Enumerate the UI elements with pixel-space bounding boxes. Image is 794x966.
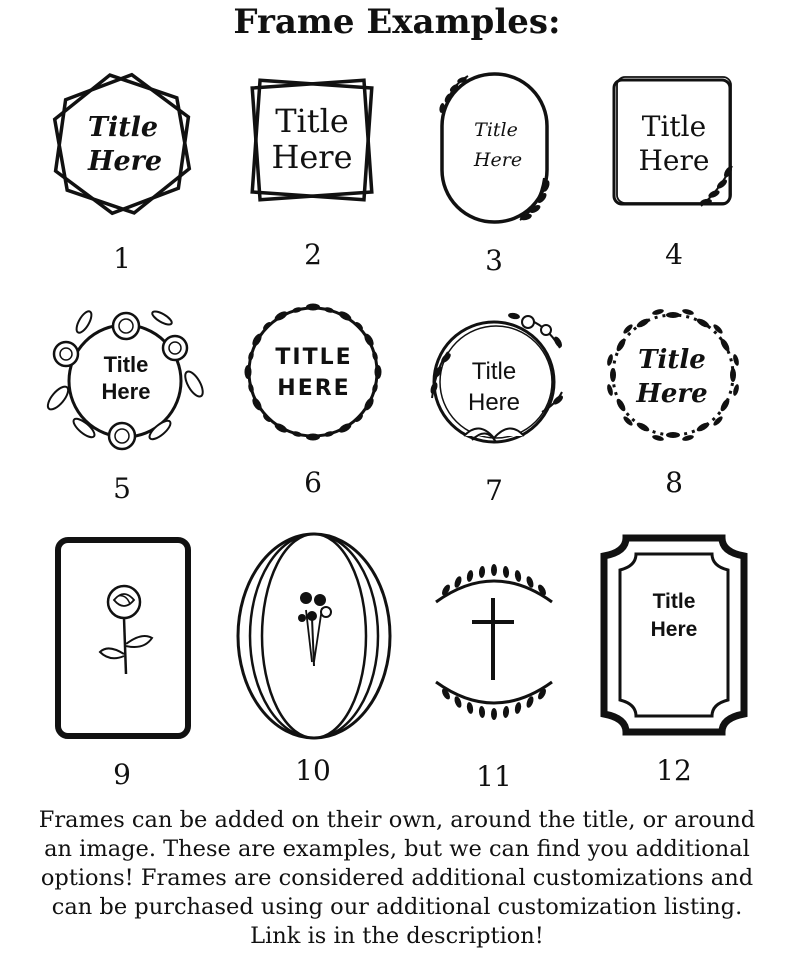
description-line: options! Frames are considered additional customizations and xyxy=(40,865,754,891)
floral-accent-circle-frame-graphic xyxy=(424,308,566,450)
page-title: Frame Examples: xyxy=(233,2,561,42)
frame-title-line-1: Title xyxy=(471,358,517,385)
frame-3 xyxy=(432,68,557,228)
frame-number: 3 xyxy=(485,244,503,277)
frame-title-line-1: Title xyxy=(474,119,518,141)
sketch-square-frame-graphic xyxy=(606,74,741,214)
frame-title-line-2: Here xyxy=(271,138,353,176)
flower-bouquet-icon xyxy=(298,592,331,666)
leaf-wreath-frame-graphic xyxy=(238,298,388,446)
hexagon-frame-graphic xyxy=(50,68,195,223)
frame-10 xyxy=(232,528,396,744)
description-line: can be purchased using our additional customization listing. xyxy=(51,894,743,920)
frame-7 xyxy=(424,308,566,450)
frame-number: 10 xyxy=(295,754,331,787)
frame-number: 11 xyxy=(476,760,512,793)
frame-6 xyxy=(238,298,388,446)
frame-2 xyxy=(246,74,378,206)
frame-title-line-1: TITLE xyxy=(275,345,353,370)
frame-number: 4 xyxy=(665,238,683,271)
rounded-rect-frame-graphic xyxy=(52,534,194,742)
frame-title-line-1: Title xyxy=(275,102,349,140)
frame-title-line-2: Here xyxy=(636,379,708,409)
frame-title-line-1: Title xyxy=(638,345,706,375)
floral-circle-frame-graphic xyxy=(44,302,206,460)
description-text xyxy=(20,806,774,951)
frame-4 xyxy=(606,74,741,214)
description-line: an image. These are examples, but we can find you additional xyxy=(44,836,750,862)
frame-number: 1 xyxy=(113,242,131,275)
square-frame-graphic xyxy=(246,74,378,206)
frame-8 xyxy=(600,302,746,448)
frame-number: 12 xyxy=(656,754,692,787)
frame-title-line-2: Here xyxy=(101,379,151,404)
arch-oval-frame-graphic xyxy=(432,68,557,228)
frame-1 xyxy=(50,68,195,223)
frame-title-line-1: Title xyxy=(87,112,159,143)
nested-oval-frame-graphic xyxy=(232,528,396,744)
ornate-rect-frame-graphic xyxy=(598,532,750,738)
cross-icon xyxy=(472,598,514,680)
frame-number: 6 xyxy=(304,466,322,499)
frame-title-line-2: Here xyxy=(467,389,521,416)
frame-title-line-2: Here xyxy=(473,149,523,171)
frame-title-line-1: Title xyxy=(103,352,149,377)
frame-title-line-2: HERE xyxy=(277,376,351,401)
frame-5 xyxy=(44,302,206,460)
frame-11 xyxy=(428,560,560,724)
rose-icon xyxy=(100,586,152,674)
frame-12 xyxy=(598,532,750,738)
frame-9 xyxy=(52,534,194,742)
description-line: Frames can be added on their own, around the title, or around xyxy=(38,807,756,833)
frame-number: 9 xyxy=(113,758,131,791)
frame-number: 8 xyxy=(665,466,683,499)
cross-laurel-frame-graphic xyxy=(428,560,560,724)
frame-title-line-2: Here xyxy=(87,146,163,177)
frame-number: 2 xyxy=(304,238,322,271)
frame-title-line-2: Here xyxy=(638,144,710,177)
leaf-ring-frame-graphic xyxy=(600,302,746,448)
frame-number: 7 xyxy=(485,474,503,507)
frame-number: 5 xyxy=(113,472,131,505)
frame-title-line-1: Title xyxy=(652,590,696,613)
frame-title-line-2: Here xyxy=(650,618,698,641)
frame-title-line-1: Title xyxy=(641,110,707,143)
description-line: Link is in the description! xyxy=(250,923,544,949)
